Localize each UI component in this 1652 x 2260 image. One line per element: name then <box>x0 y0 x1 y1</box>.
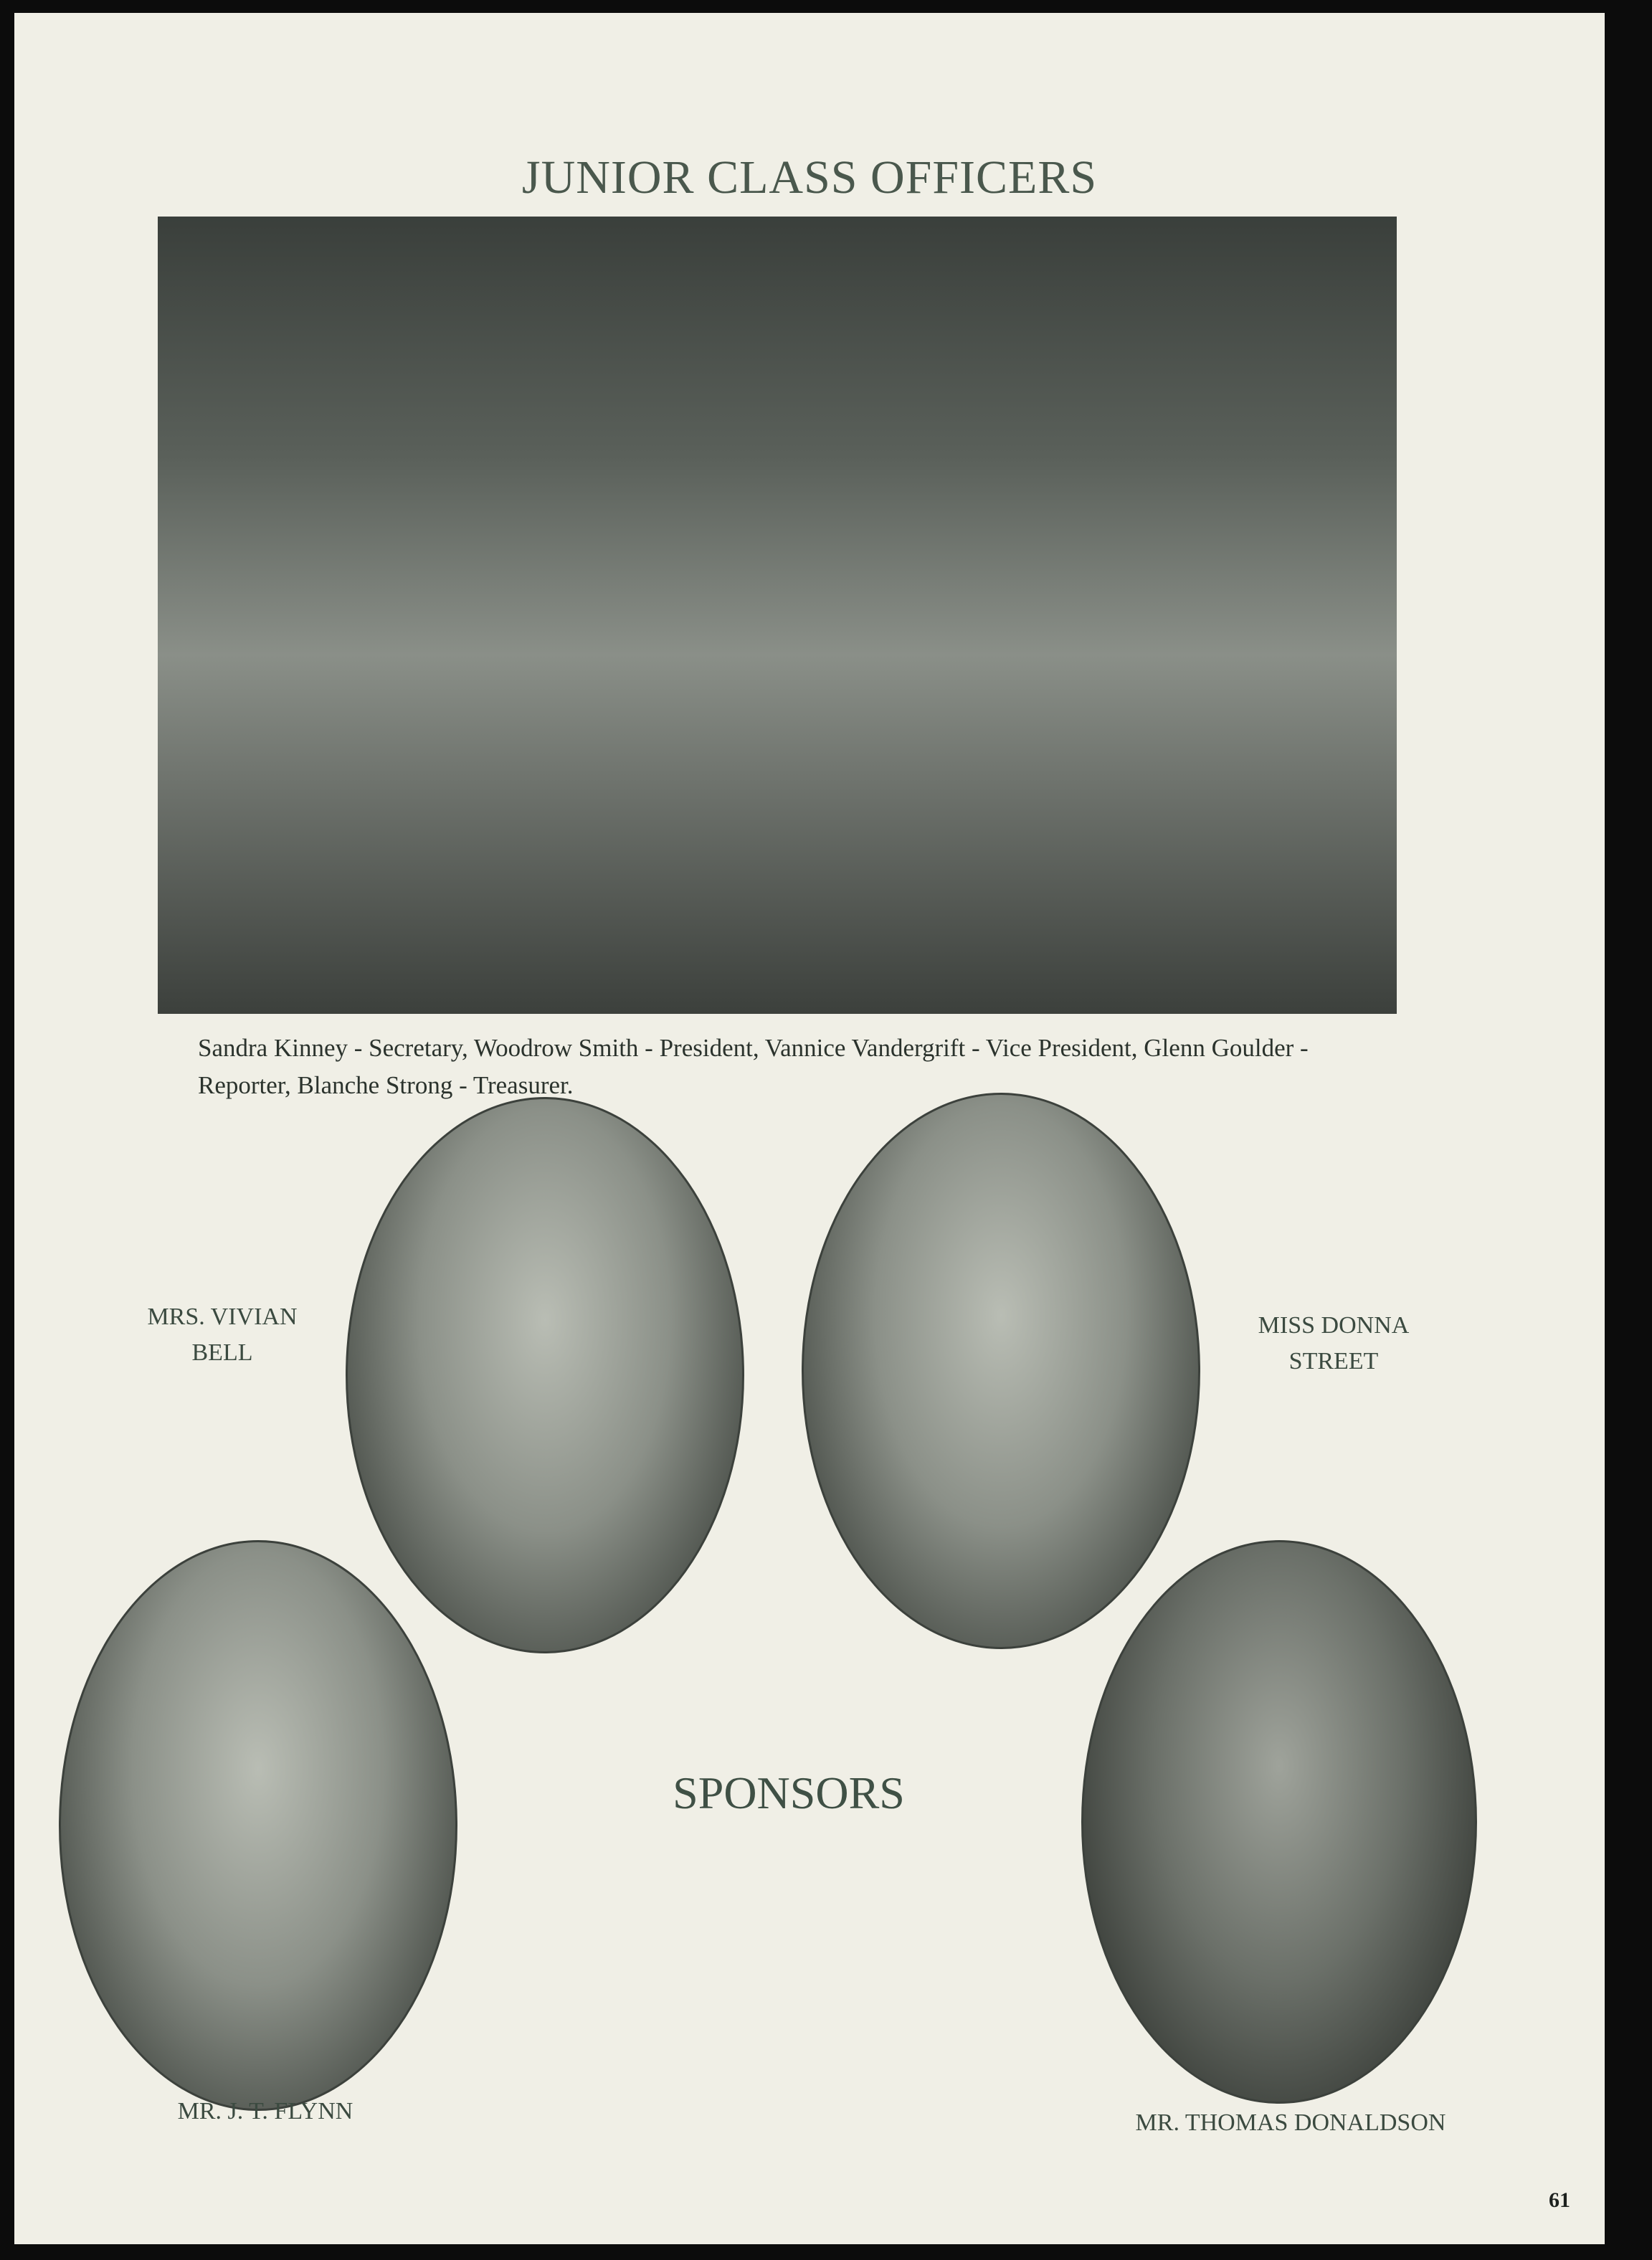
sponsor-name-line: BELL <box>191 1339 253 1366</box>
portrait-thomas-donaldson <box>1081 1540 1477 2104</box>
portrait-jt-flynn <box>59 1540 457 2111</box>
group-photo <box>158 217 1397 1014</box>
group-photo-caption: Sandra Kinney - Secretary, Woodrow Smith - President, Vannice Vandergrift - Vice President, Glenn Goulder - Reporter, Blanche Strong - Treasurer. <box>198 1034 1309 1099</box>
sponsors-heading: SPONSORS <box>673 1767 905 1818</box>
sponsor-name-line: MISS DONNA <box>1258 1312 1410 1339</box>
page-title: JUNIOR CLASS OFFICERS <box>521 151 1098 204</box>
sponsor-name-street <box>1219 1308 1448 1380</box>
sponsor-name-bell <box>115 1299 330 1371</box>
sponsor-name-donaldson: MR. THOMAS DONALDSON <box>1135 2109 1446 2136</box>
portrait-donna-street <box>802 1093 1200 1649</box>
yearbook-page <box>14 13 1605 2244</box>
sponsor-name-flynn: MR. J. T. FLYNN <box>177 2098 353 2124</box>
portrait-vivian-bell <box>346 1097 744 1653</box>
sponsor-name-line: STREET <box>1288 1348 1379 1374</box>
page-number: 61 <box>1549 2188 1570 2212</box>
sponsor-name-line: MRS. VIVIAN <box>147 1304 298 1330</box>
